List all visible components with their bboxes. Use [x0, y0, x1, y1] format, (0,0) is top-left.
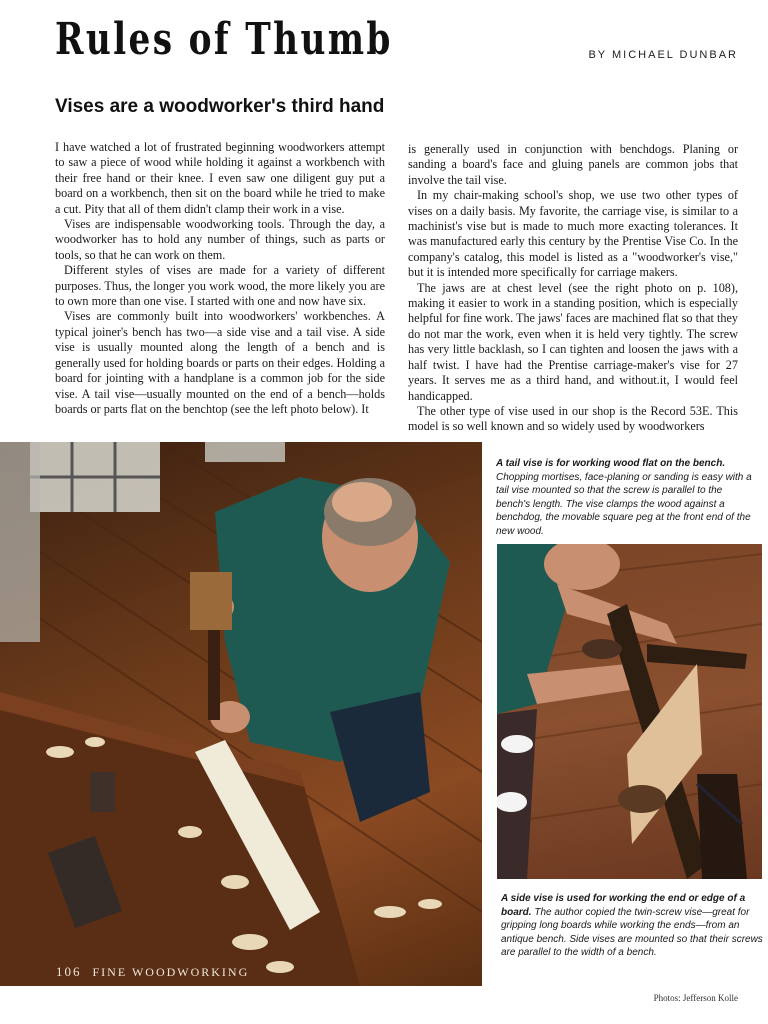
paragraph: Vises are commonly built into woodworkers' workbenches. A typical joiner's bench has two—a side vise and a tail vise. A side vise is usually mounted along the length of a bench and is generally used for holding boards or parts on their edges. Holding a board for jointing with a handplane is a common job for the side vise. A tail vise—usually mounted on the end of a bench—holds boards or parts flat on the benchtop (see the left photo below). It — [55, 309, 385, 416]
paragraph: is generally used in conjunction with benchdogs. Planing or sanding a board's face and gluing panels are common jobs that involve the tail vise. — [408, 142, 738, 187]
paragraph: The jaws are at chest level (see the right photo on p. 108), making it easier to work in a standing position, which is especially helpful for fine work. The jaws' faces are machined flat so that they do not mar the work, even when it is held very tightly. The screw has very little backlash, so I can tighten and loosen the jaws with a half twist. I have had the Prentise carriage-maker's vise for 27 years. It serves me as a third hand, and without.it, I would feel handicapped. — [408, 280, 738, 403]
article-column-2 — [408, 142, 738, 435]
tail-vise-caption — [496, 457, 758, 538]
caption-heading: A side vise is used for working the end or edge of a board. — [501, 893, 746, 918]
byline: BY MICHAEL DUNBAR — [588, 49, 738, 61]
caption-text: Chopping mortises, face-planing or sanding is easy with a tail vise mounted so that the screw is parallel to the bench's length. The vise clamps the wood against a benchdog, the movable square peg at the front end of the new wood. — [496, 471, 752, 537]
page-number: 106 — [56, 964, 82, 979]
article-subtitle: Vises are a woodworker's third hand — [55, 96, 385, 117]
paragraph: Vises are indispensable woodworking tools. Through the day, a woodworker has to hold any number of things, such as parts or tools, so that he can work on them. — [55, 217, 385, 262]
page-title: Rules of Thumb — [55, 14, 393, 65]
magazine-name: FINE WOODWORKING — [92, 965, 250, 979]
caption-text: The author copied the twin-screw vise—great for gripping long boards while working the ends—from an antique bench. Side vises are mounted so that their screws are parallel to the width of a bench. — [501, 906, 763, 958]
paragraph: In my chair-making school's shop, we use two other types of vises on a daily basis. My favorite, the carriage vise, is similar to a machinist's vise but is made to much more exacting tolerances. It was manufactured early this century by the Prentise Vise Co. In the company's catalog, this model is listed as a "woodworker's vise," but it is intended more specifically for carriage makers. — [408, 188, 738, 280]
side-vise-photo — [497, 544, 762, 879]
tail-vise-photo-illustration — [0, 442, 482, 986]
folio — [56, 964, 249, 980]
photo-credit: Photos: Jefferson Kolle — [653, 993, 738, 1003]
caption-heading: A tail vise is for working wood flat on the bench. — [496, 458, 726, 469]
paragraph: Different styles of vises are made for a variety of different purposes. Thus, the longer you work wood, the more likely you are to own more than one vise. I started with one and now have six. — [55, 263, 385, 309]
side-vise-photo-illustration — [497, 544, 762, 879]
side-vise-caption — [501, 892, 763, 960]
paragraph: The other type of vise used in our shop is the Record 53E. This model is so well known and so widely used by woodworkers — [408, 403, 738, 434]
article-column-1 — [55, 140, 385, 417]
tail-vise-photo — [0, 442, 482, 986]
paragraph: I have watched a lot of frustrated beginning woodworkers attempt to saw a piece of wood while holding it against a workbench with their free hand or their knee. I even saw one diligent guy put a board on a workbench, then sit on the board while he tried to make a cut. Pity that all of them didn't clamp their work in a vise. — [55, 140, 385, 216]
